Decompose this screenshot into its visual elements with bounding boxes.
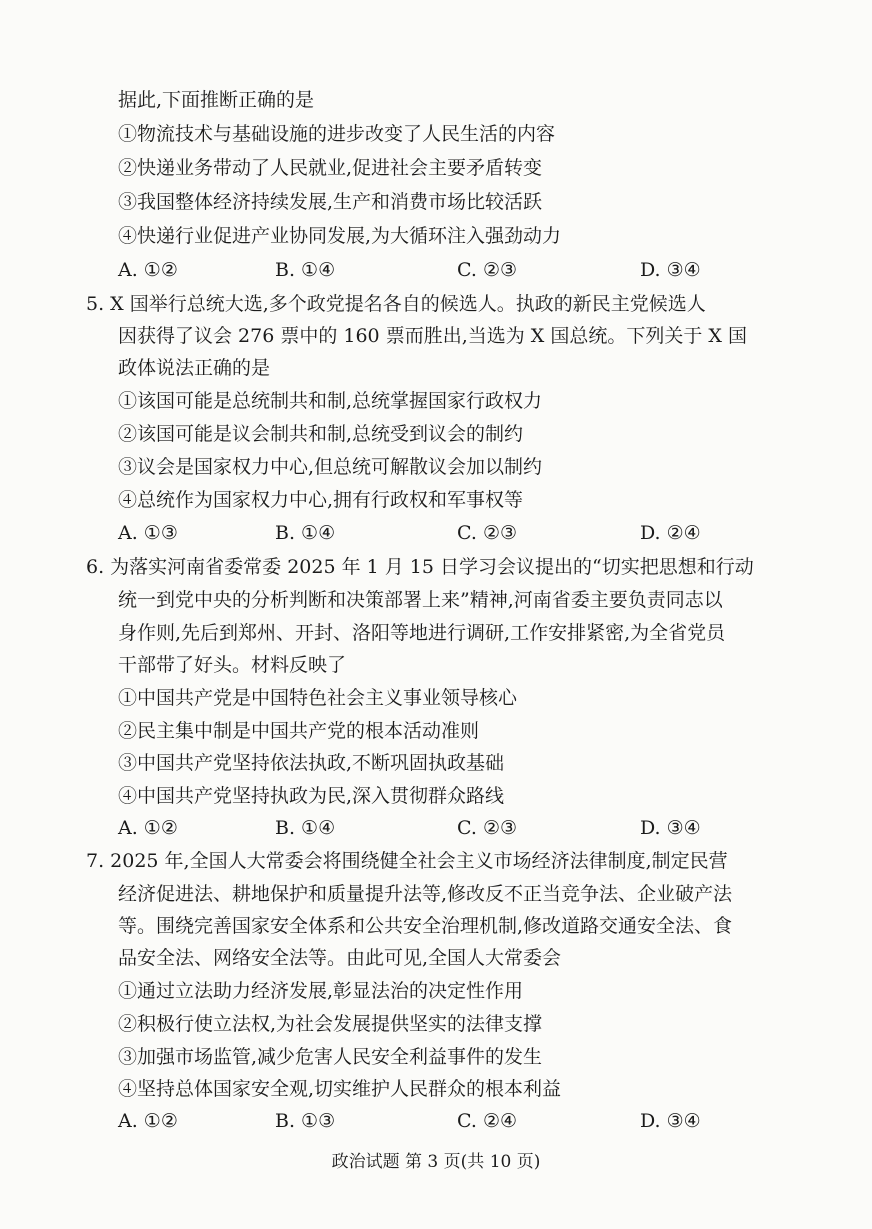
question-7-option-a[interactable]: A. ①② bbox=[118, 1110, 178, 1132]
question-5-option-d[interactable]: D. ②④ bbox=[640, 522, 701, 544]
question-5-item-3: ③议会是国家权力中心,但总统可解散议会加以制约 bbox=[118, 456, 543, 478]
question-5-options bbox=[118, 519, 718, 547]
question-6-stem-line-1: 6. 为落实河南省委常委 2025 年 1 月 15 日学习会议提出的“切实把思想和行动 bbox=[86, 556, 754, 578]
question-7-stem-line-1: 7. 2025 年,全国人大常委会将围绕健全社会主义市场经济法律制度,制定民营 bbox=[86, 850, 728, 872]
question-6-option-c[interactable]: C. ②③ bbox=[457, 817, 518, 839]
question-5-stem-line-1: 5. X 国举行总统大选,多个政党提名各自的候选人。执政的新民主党候选人 bbox=[86, 293, 706, 315]
question-7-option-c[interactable]: C. ②④ bbox=[457, 1110, 518, 1132]
question-7-option-b[interactable]: B. ①③ bbox=[275, 1110, 336, 1132]
question-5-option-c[interactable]: C. ②③ bbox=[457, 522, 518, 544]
question-6-stem-line-3: 身作则,先后到郑州、开封、洛阳等地进行调研,工作安排紧密,为全省党员 bbox=[118, 622, 726, 644]
question-7-options bbox=[118, 1107, 718, 1135]
question-6-option-b[interactable]: B. ①④ bbox=[275, 817, 336, 839]
question-6-option-a[interactable]: A. ①② bbox=[118, 817, 178, 839]
question-6-options bbox=[118, 814, 718, 842]
question-4-stem-end: 据此,下面推断正确的是 bbox=[118, 89, 315, 111]
question-5-option-b[interactable]: B. ①④ bbox=[275, 522, 336, 544]
question-5-item-2: ②该国可能是议会制共和制,总统受到议会的制约 bbox=[118, 423, 524, 445]
question-4-item-4: ④快递行业促进产业协同发展,为大循环注入强劲动力 bbox=[118, 225, 562, 247]
question-6-stem-line-2: 统一到党中央的分析判断和决策部署上来”精神,河南省委主要负责同志以 bbox=[118, 589, 723, 611]
question-7-item-1: ①通过立法助力经济发展,彰显法治的决定性作用 bbox=[118, 980, 524, 1002]
question-7-item-3: ③加强市场监管,减少危害人民安全利益事件的发生 bbox=[118, 1046, 543, 1068]
question-7-stem-line-2: 经济促进法、耕地保护和质量提升法等,修改反不正当竞争法、企业破产法 bbox=[118, 883, 733, 905]
question-7-item-2: ②积极行使立法权,为社会发展提供坚实的法律支撑 bbox=[118, 1013, 543, 1035]
question-7-item-4: ④坚持总体国家安全观,切实维护人民群众的根本利益 bbox=[118, 1078, 562, 1100]
question-4-option-d[interactable]: D. ③④ bbox=[640, 259, 701, 281]
question-5-item-1: ①该国可能是总统制共和制,总统掌握国家行政权力 bbox=[118, 390, 543, 412]
question-4-option-a[interactable]: A. ①② bbox=[118, 259, 178, 281]
question-4-options bbox=[118, 256, 718, 284]
question-6-stem-line-4: 干部带了好头。材料反映了 bbox=[118, 654, 347, 676]
question-4-item-2: ②快递业务带动了人民就业,促进社会主要矛盾转变 bbox=[118, 157, 543, 179]
page-footer: 政治试题 第 3 页(共 10 页) bbox=[331, 1152, 541, 1172]
question-5-stem-line-3: 政体说法正确的是 bbox=[118, 357, 271, 379]
question-5-option-a[interactable]: A. ①③ bbox=[118, 522, 178, 544]
question-4-option-b[interactable]: B. ①④ bbox=[275, 259, 336, 281]
question-6-item-2: ②民主集中制是中国共产党的根本活动准则 bbox=[118, 720, 480, 742]
question-6-item-1: ①中国共产党是中国特色社会主义事业领导核心 bbox=[118, 687, 518, 709]
question-6-option-d[interactable]: D. ③④ bbox=[640, 817, 701, 839]
question-5-stem-line-2: 因获得了议会 276 票中的 160 票而胜出,当选为 X 国总统。下列关于 X 国 bbox=[118, 325, 747, 347]
question-7-stem-line-4: 品安全法、网络安全法等。由此可见,全国人大常委会 bbox=[118, 947, 562, 969]
question-4-option-c[interactable]: C. ②③ bbox=[457, 259, 518, 281]
question-4-item-1: ①物流技术与基础设施的进步改变了人民生活的内容 bbox=[118, 123, 556, 145]
question-7-option-d[interactable]: D. ③④ bbox=[640, 1110, 701, 1132]
question-6-item-4: ④中国共产党坚持执政为民,深入贯彻群众路线 bbox=[118, 785, 505, 807]
question-5-item-4: ④总统作为国家权力中心,拥有行政权和军事权等 bbox=[118, 489, 524, 511]
question-6-item-3: ③中国共产党坚持依法执政,不断巩固执政基础 bbox=[118, 752, 505, 774]
question-7-stem-line-3: 等。围绕完善国家安全体系和公共安全治理机制,修改道路交通安全法、食 bbox=[118, 915, 733, 937]
question-4-item-3: ③我国整体经济持续发展,生产和消费市场比较活跃 bbox=[118, 191, 543, 213]
